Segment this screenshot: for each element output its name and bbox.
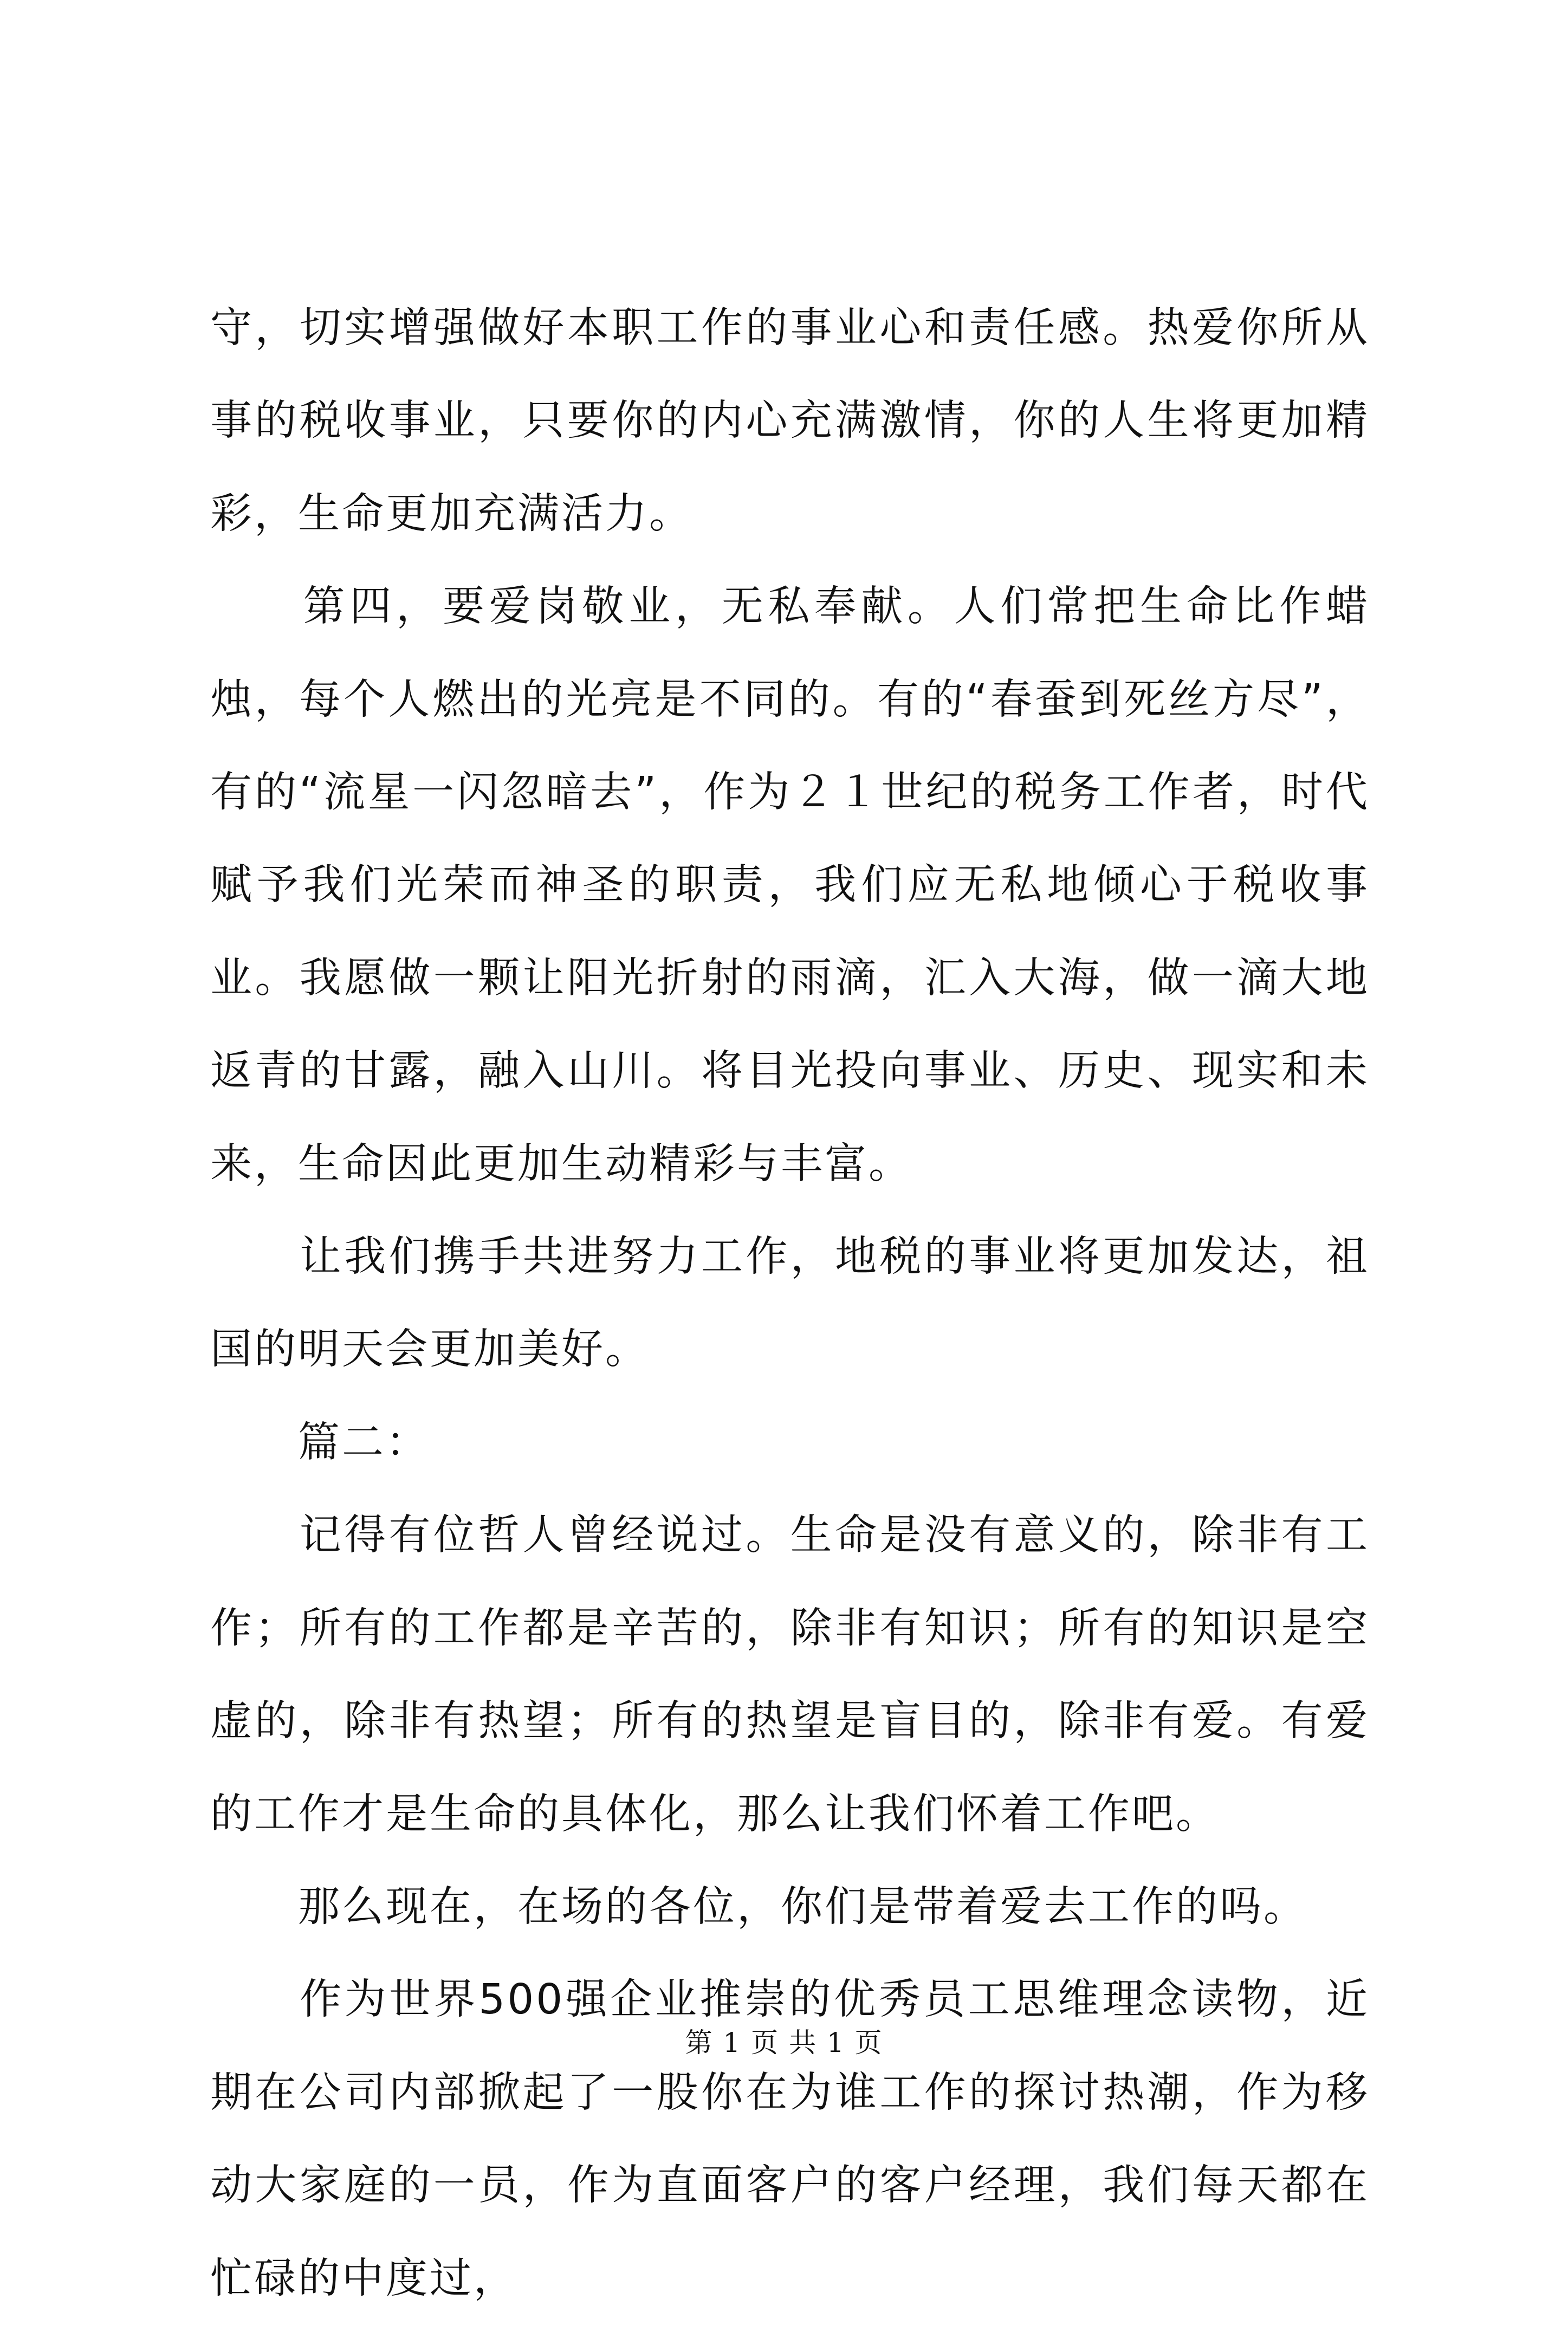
document-body [210, 282, 1370, 2325]
paragraph: 守，切实增强做好本职工作的事业心和责任感。热爱你所从事的税收事业，只要你的内心充满激情，你的人生将更加精彩，生命更加充满活力。 [210, 304, 1370, 538]
paragraph: 那么现在，在场的各位，你们是带着爱去工作的吗。 [210, 1882, 1307, 1931]
paragraph: 作为世界500强企业推崇的优秀员工思维理念读物，近期在公司内部掀起了一股你在为谁工作的探讨热潮，作为移动大家庭的一员，作为直面客户的客户经理，我们每天都在忙碌的中度过， [210, 1976, 1370, 2303]
paragraph: 记得有位哲人曾经说过。生命是没有意义的，除非有工作；所有的工作都是辛苦的，除非有知识；所有的知识是空虚的，除非有热望；所有的热望是盲目的，除非有爱。有爱的工作才是生命的具体化，那么让我们怀着工作吧。 [210, 1511, 1370, 1838]
paragraph: 让我们携手共进努力工作，地税的事业将更加发达，祖国的明天会更加美好。 [210, 1233, 1370, 1374]
page-number-footer: 第 1 页 共 1 页 [685, 2027, 883, 2058]
paragraph-heading: 篇二： [210, 1418, 430, 1467]
paragraph: 第四，要爱岗敬业，无私奉献。人们常把生命比作蜡烛，每个人燃出的光亮是不同的。有的“春蚕到死丝方尽”，有的“流星一闪忽暗去”，作为２１世纪的税务工作者，时代赋予我们光荣而神圣的职责，我们应无私地倾心于税收事业。我愿做一颗让阳光折射的雨滴，汇入大海，做一滴大地返青的甘露，融入山川。将目光投向事业、历史、现实和未来，生命因此更加生动精彩与丰富。 [210, 582, 1370, 1188]
